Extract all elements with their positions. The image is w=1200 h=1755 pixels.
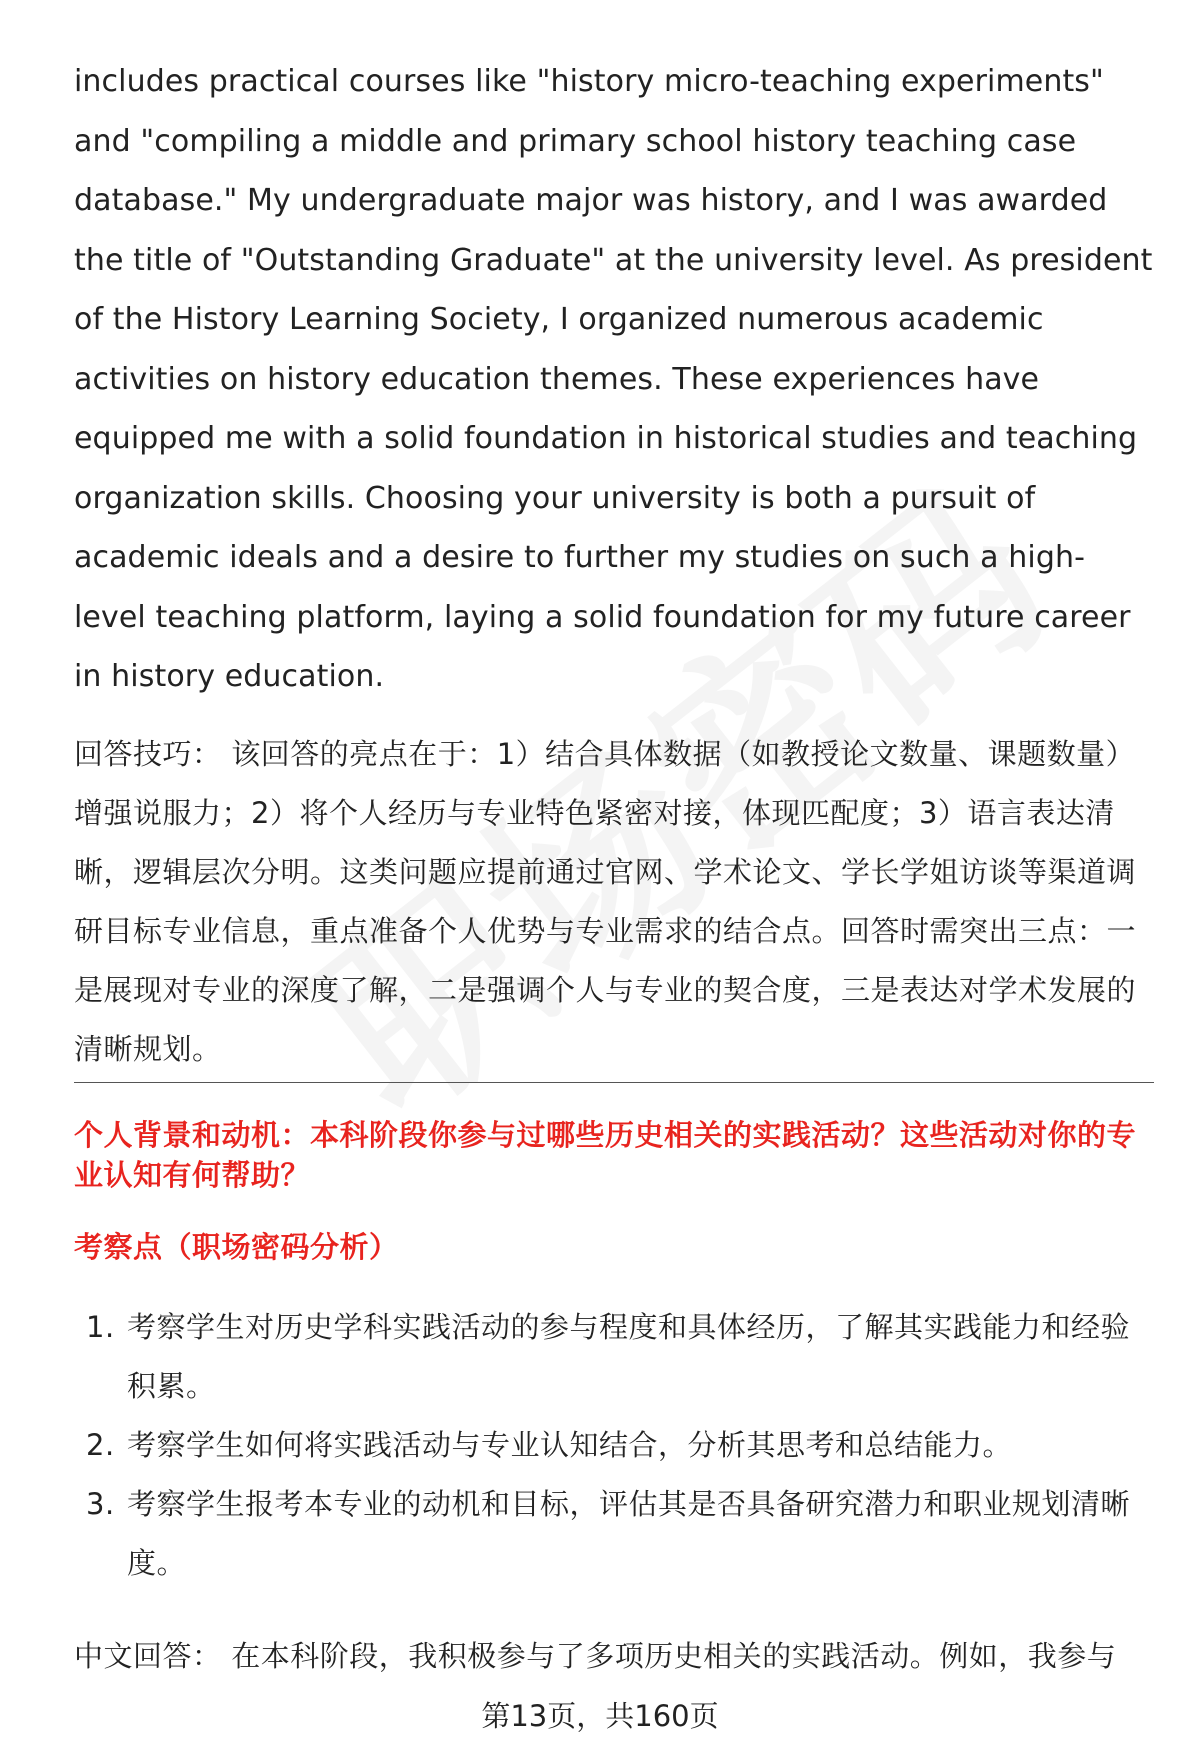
list-item-text: 考察学生报考本专业的动机和目标，评估其是否具备研究潜力和职业规划清晰度。 — [127, 1487, 1131, 1580]
list-item-number: 2. — [86, 1428, 115, 1462]
list-item — [74, 1298, 1154, 1416]
answer-tips-paragraph: 回答技巧： 该回答的亮点在于：1）结合具体数据（如教授论文数量、课题数量）增强说服力；2）将个人经历与专业特色紧密对接，体现匹配度；3）语言表达清晰，逻辑层次分明。这类问题应提前通过官网、学术论文、学长学姐访谈等渠道调研目标专业信息，重点准备个人优势与专业需求的结合点。回答时需突出三点：一是展现对专业的深度了解，二是强调个人与专业的契合度，三是表达对学术发展的清晰规划。 — [74, 736, 1137, 1066]
assessment-points-list — [74, 1298, 1154, 1593]
list-item-number: 1. — [86, 1310, 115, 1344]
english-answer-paragraph: includes practical courses like "history micro-teaching experiments" and "compiling a middle and primary school history teaching case database." My undergraduate major was history, and I was awarded the title of "Outstanding Graduate" at the university level. As president of the History Learning Society, I organized numerous academic activities on history education themes. These experiences have equipped me with a solid foundation in historical studies and teaching organization skills. Choosing your university is both a pursuit of academic ideals and a desire to further my studies on such a high-level teaching platform, laying a solid foundation for my future career in history education. — [74, 64, 1153, 694]
page-body — [74, 52, 1154, 1079]
chinese-answer-paragraph: 中文回答： 在本科阶段，我积极参与了多项历史相关的实践活动。例如，我参与 — [74, 1639, 1117, 1673]
question-title: 个人背景和动机：本科阶段你参与过哪些历史相关的实践活动？这些活动对你的专业认知有何帮助？ — [74, 1118, 1137, 1192]
assessment-points-heading: 考察点（职场密码分析） — [74, 1230, 399, 1264]
list-item — [74, 1416, 1154, 1475]
list-item-text: 考察学生对历史学科实践活动的参与程度和具体经历，了解其实践能力和经验积累。 — [127, 1310, 1131, 1403]
list-item — [74, 1475, 1154, 1593]
section-divider — [74, 1082, 1154, 1083]
list-item-text: 考察学生如何将实践活动与专业认知结合，分析其思考和总结能力。 — [127, 1428, 1013, 1462]
page-number-footer: 第13页，共160页 — [481, 1699, 719, 1733]
list-item-number: 3. — [86, 1487, 115, 1521]
